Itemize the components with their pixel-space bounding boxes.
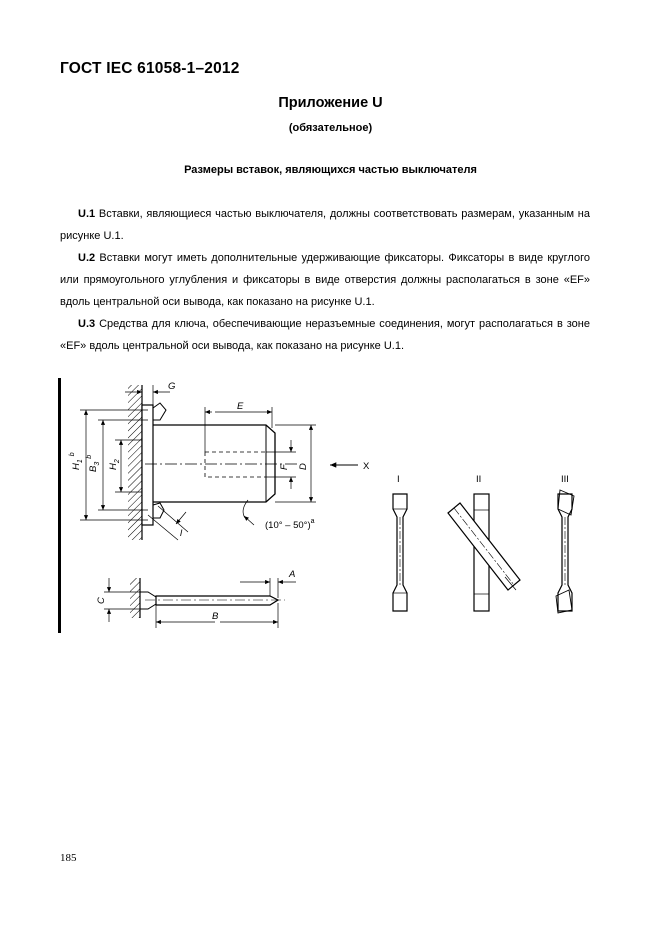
label-b3: B: [88, 465, 99, 472]
label-c: C: [96, 597, 107, 604]
label-l: l: [180, 528, 183, 539]
paragraph-text: Средства для ключа, обеспечивающие неразъемные соединения, могут располагаться в зоне «EF» вдоль центральной оси вывода, как показано на рисунке U.1.: [60, 318, 590, 352]
label-angle-sup: a: [310, 518, 315, 525]
svg-text:H2: [108, 459, 121, 470]
label-h2: H: [108, 463, 119, 470]
label-a: A: [289, 569, 296, 580]
insert-side-view: [69, 381, 370, 540]
paragraph-number: U.3: [78, 318, 96, 330]
label-d: D: [298, 463, 309, 470]
label-view-ii: II: [476, 474, 482, 485]
label-view-iii: III: [561, 474, 569, 485]
paragraph-text: Вставки, являющиеся частью выключателя, должны соответствовать размерам, указанным на рисунке U.1.: [60, 208, 590, 242]
paragraph-number: U.2: [78, 252, 96, 264]
label-b: B: [212, 611, 219, 622]
label-f: F: [279, 464, 290, 470]
label-angle-value: (10° – 50°): [265, 520, 311, 531]
label-x: X: [363, 461, 370, 472]
paragraph-number: U.1: [78, 208, 96, 220]
view-ii: [448, 474, 520, 611]
document-header: ГОСТ IEC 61058-1–2012: [60, 60, 240, 77]
label-h1: H: [71, 463, 82, 470]
change-bar: [58, 378, 61, 633]
page-number: 185: [60, 852, 77, 864]
label-e: E: [237, 401, 244, 412]
label-h1-sub: 1: [77, 459, 84, 464]
label-b3-sub: 3: [94, 461, 101, 466]
label-h2-sub: 2: [114, 459, 121, 464]
insert-top-view: [96, 569, 296, 628]
section-title: Размеры вставок, являющихся частью выключателя: [184, 164, 477, 176]
view-iii: [556, 474, 574, 613]
svg-text:H1b: [69, 452, 84, 470]
label-angle: [265, 518, 315, 531]
annex-title: Приложение U: [278, 95, 383, 111]
svg-text:B3b: [86, 455, 101, 472]
label-b3-sup: b: [86, 454, 93, 459]
annex-status: (обязательное): [288, 122, 373, 134]
label-h1-sup: b: [69, 452, 76, 457]
view-i: [393, 474, 407, 611]
label-g: G: [168, 381, 176, 392]
paragraph-text: Вставки могут иметь дополнительные удерживающие фиксаторы. Фиксаторы в виде круглого или прямоугольного углубления и фиксаторы в виде отверстия должны располагаться в зоне «EF» вдоль центральной оси вывода, как показано на рисунке U.1.: [60, 252, 590, 308]
label-view-i: I: [397, 474, 400, 485]
